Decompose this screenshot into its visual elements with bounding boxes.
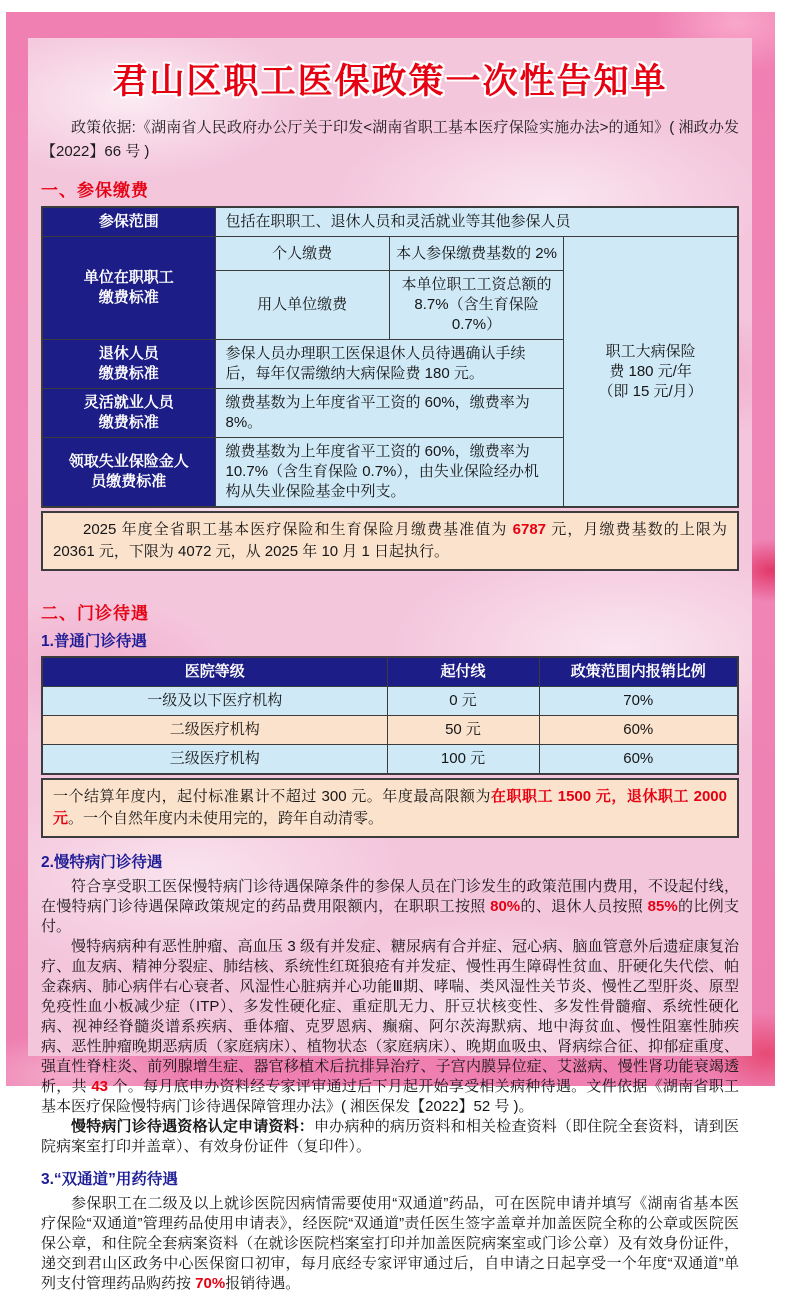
page-title: 君山区职工医保政策一次性告知单: [112, 62, 668, 101]
section1-heading: 一、参保缴费: [41, 181, 149, 200]
sub2-heading: 2.慢特病门诊待遇: [41, 854, 163, 871]
col-header-hospital-level: 医院等级: [42, 657, 387, 687]
table-row: [42, 207, 738, 237]
cell-level1: 一级及以下医疗机构: [42, 687, 387, 716]
cell-serious-illness-note: 职工大病保险 费 180 元/年 （即 15 元/月）: [564, 237, 738, 508]
table-header-row: [42, 657, 738, 687]
cell-personal-label: 个人缴费: [215, 237, 389, 271]
poster-panel: [28, 38, 752, 1292]
sub1-heading: 1.普通门诊待遇: [41, 633, 147, 650]
note-contribution-base: 2025 年度全省职工基本医疗保险和生育保险月缴费基准值为 6787 元，月缴费基数的上限为 20361 元，下限为 4072 元，从 2025 年 10 月 1 日起执行。: [41, 511, 739, 571]
cell-level3-rate: 60%: [539, 745, 738, 775]
row-label-retiree: 退休人员 缴费标准: [42, 340, 215, 389]
dual-channel-para: 参保职工在二级及以上就诊医院因病情需要使用“双通道”药品，可在医院申请并填写《湖南省基本医疗保险“双通道”管理药品使用申请表》，经医院“双通道”责任医生签字盖章并加盖医院全称的公章或医院医保公章，和住院全套病案资料（在就诊医院档案室打印并加盖医院病案室或门诊公章）及有效身份证件，递交到君山区政务中心医保窗口初审，每月底经专家评审通过后，自申请之日起享受一个年度“双通道”单列支付管理药品购药按 70%报销待遇。: [41, 1195, 739, 1292]
chronic-disease-para3: 慢特病门诊待遇资格认定申请资料：申办病种的病历资料和相关检查资料（即住院全套资料，请到医院病案室打印并盖章）、有效身份证件（复印件）。: [41, 1118, 739, 1155]
section2-heading: 二、门诊待遇: [41, 604, 149, 623]
table-outpatient: [41, 656, 739, 775]
cell-level3-deductible: 100 元: [387, 745, 539, 775]
cell-flexible-value: 缴费基数为上年度省平工资的 60%，缴费率为 8%。: [215, 389, 564, 438]
policy-basis-text: 政策依据:《湖南省人民政府办公厅关于印发<湖南省职工基本医疗保险实施办法>的通知》( 湘政办发【2022】66 号 ): [41, 119, 739, 160]
cell-level2-rate: 60%: [539, 716, 738, 745]
cell-level1-rate: 70%: [539, 687, 738, 716]
poster-frame: [6, 12, 775, 1292]
table-row: [42, 716, 738, 745]
table-row: [42, 237, 738, 271]
col-header-deductible: 起付线: [387, 657, 539, 687]
col-header-reimbursement: 政策范围内报销比例: [539, 657, 738, 687]
cell-level3: 三级医疗机构: [42, 745, 387, 775]
table-row: [42, 687, 738, 716]
row-label-employee: 单位在职职工 缴费标准: [42, 237, 215, 340]
cell-level2-deductible: 50 元: [387, 716, 539, 745]
cell-personal-value: 本人参保缴费基数的 2%: [389, 237, 563, 271]
cell-retiree-value: 参保人员办理职工医保退休人员待遇确认手续后，每年仅需缴纳大病保险费 180 元。: [215, 340, 564, 389]
note-outpatient-limit: 一个结算年度内，起付标准累计不超过 300 元。年度最高限额为在职职工 1500 元，退休职工 2000 元。一个自然年度内未使用完的，跨年自动清零。: [41, 778, 739, 838]
sub3-heading: 3.“双通道”用药待遇: [41, 1171, 178, 1188]
row-label-unemployment: 领取失业保险金人 员缴费标准: [42, 438, 215, 508]
chronic-disease-para2: 慢特病病种有恶性肿瘤、高血压 3 级有并发症、糖尿病有合并症、冠心病、脑血管意外后遗症康复治疗、血友病、精神分裂症、肺结核、系统性红斑狼疮有并发症、慢性再生障碍性贫血、肝硬化失代偿、帕金森病、肺心病伴右心衰者、风湿性心脏病并心功能Ⅲ期、哮喘、类风湿性关节炎、慢性乙型肝炎、原型免疫性血小板减少症（ITP）、多发性硬化症、重症肌无力、肝豆状核变性、多发性骨髓瘤、系统性硬化病、视神经脊髓炎谱系疾病、垂体瘤、克罗恩病、癫痫、阿尔茨海默病、地中海贫血、慢性阻塞性肺疾病、恶性肿瘤晚期恶病质（家庭病床）、植物状态（家庭病床）、晚期血吸虫、肾病综合征、抑郁症重度、强直性脊柱炎、前列腺增生症、器官移植术后抗排异治疗、子宫内膜异位症、艾滋病、慢性肾功能衰竭透析，共 43 个。每月底申办资料经专家评审通过后下月起开始享受相关病种待遇。文件依据《湖南省职工基本医疗保险慢特病门诊待遇保障管理办法》( 湘医保发【2022】52 号 )。: [41, 938, 740, 1115]
chronic-disease-para1: 符合享受职工医保慢特病门诊待遇保障条件的参保人员在门诊发生的政策范围内费用，不设起付线，在慢特病门诊待遇保障政策规定的药品费用限额内，在职职工按照 80%的、退休人员按照 85%的比例支付。: [41, 878, 739, 935]
row-label-flexible: 灵活就业人员 缴费标准: [42, 389, 215, 438]
cell-level1-deductible: 0 元: [387, 687, 539, 716]
row-label-scope: 参保范围: [42, 207, 215, 237]
cell-employer-label: 用人单位缴费: [215, 271, 389, 340]
table-contribution: [41, 206, 739, 508]
cell-employer-value: 本单位职工工资总额的 8.7%（含生育保险 0.7%）: [389, 271, 563, 340]
cell-unemployment-value: 缴费基数为上年度省平工资的 60%，缴费率为 10.7%（含生育保险 0.7%），由失业保险经办机构从失业保险基金中列支。: [215, 438, 564, 508]
cell-level2: 二级医疗机构: [42, 716, 387, 745]
cell-scope-value: 包括在职职工、退休人员和灵活就业等其他参保人员: [215, 207, 738, 237]
table-row: [42, 745, 738, 775]
